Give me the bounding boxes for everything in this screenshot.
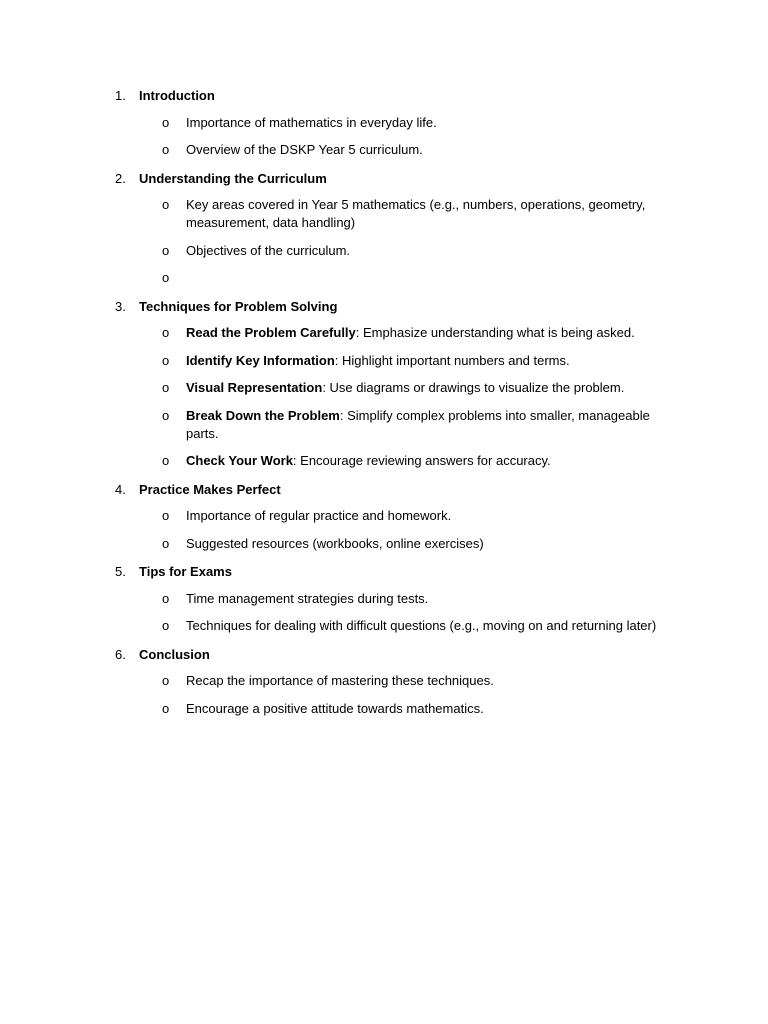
list-item	[115, 672, 675, 690]
sub-list	[115, 507, 675, 553]
item-body: Importance of regular practice and homework.	[186, 508, 452, 523]
list-item-text	[186, 353, 570, 368]
bullet-marker: o	[162, 673, 170, 688]
item-bold-lead: Read the Problem Carefully	[186, 325, 356, 340]
item-body: Techniques for dealing with difficult questions (e.g., moving on and returning later)	[186, 618, 657, 633]
section-number: 6.	[115, 646, 126, 662]
list-item-text	[186, 536, 484, 551]
outline-list	[115, 86, 675, 727]
section-title: Tips for Exams	[139, 564, 232, 579]
sub-list	[115, 324, 675, 470]
bullet-marker: o	[162, 352, 170, 368]
list-item	[115, 269, 675, 287]
list-item	[115, 141, 675, 159]
section-title: Conclusion	[139, 646, 210, 662]
outline-section-2	[115, 169, 675, 288]
sub-list	[115, 590, 675, 636]
list-item	[115, 507, 675, 525]
bullet-marker: o	[162, 114, 170, 130]
bullet-marker: o	[162, 618, 170, 633]
item-bold-lead: Check Your Work	[186, 453, 293, 468]
list-item-text	[186, 673, 494, 688]
list-item	[115, 196, 675, 232]
list-item	[115, 242, 675, 260]
section-title: Techniques for Problem Solving	[139, 298, 338, 314]
list-item	[115, 590, 675, 608]
bullet-marker: o	[162, 453, 170, 468]
item-body: : Highlight important numbers and terms.	[334, 352, 570, 368]
list-item-text	[186, 408, 650, 441]
section-heading	[115, 480, 675, 499]
list-item-text	[186, 591, 428, 606]
list-item-text	[186, 618, 656, 633]
bullet-marker: o	[162, 325, 170, 340]
outline-section-6	[115, 645, 675, 718]
item-body: Objectives of the curriculum.	[186, 242, 351, 258]
list-item-text	[186, 243, 350, 258]
list-item	[115, 114, 675, 132]
item-body: Importance of mathematics in everyday life.	[186, 114, 437, 130]
item-body: : Encourage reviewing answers for accuracy.	[292, 453, 551, 468]
sub-list	[115, 672, 675, 718]
bullet-marker: o	[162, 242, 170, 258]
sub-list	[115, 196, 675, 287]
section-title: Practice Makes Perfect	[139, 481, 281, 497]
list-item	[115, 407, 675, 443]
list-item-text	[186, 115, 437, 130]
bullet-marker: o	[162, 590, 170, 606]
item-body: Encourage a positive attitude towards mathematics.	[186, 700, 484, 716]
list-item-text	[186, 380, 624, 395]
item-body: Recap the importance of mastering these techniques.	[186, 673, 494, 688]
list-item	[115, 617, 675, 635]
bullet-marker: o	[162, 380, 170, 395]
bullet-marker: o	[162, 535, 170, 551]
list-item	[115, 324, 675, 342]
item-body: : Use diagrams or drawings to visualize the problem.	[322, 380, 625, 395]
list-item	[115, 700, 675, 718]
list-item-text	[186, 701, 484, 716]
section-title: Understanding the Curriculum	[139, 170, 327, 186]
section-number: 1.	[115, 88, 126, 103]
section-number: 5.	[115, 564, 126, 579]
outline-section-1	[115, 86, 675, 159]
list-item-text	[186, 325, 635, 340]
bullet-marker: o	[162, 270, 170, 285]
item-body: : Emphasize understanding what is being asked.	[355, 325, 635, 340]
list-item	[115, 535, 675, 553]
list-item-text	[186, 508, 451, 523]
section-heading	[115, 562, 675, 581]
bullet-marker: o	[162, 700, 170, 716]
section-heading	[115, 169, 675, 188]
item-bold-lead: Identify Key Information	[186, 352, 335, 368]
sub-list	[115, 114, 675, 160]
list-item-text	[186, 142, 423, 157]
outline-section-3	[115, 297, 675, 471]
item-body: Overview of the DSKP Year 5 curriculum.	[186, 142, 423, 157]
section-heading	[115, 297, 675, 316]
bullet-marker: o	[162, 407, 170, 423]
list-item-text	[186, 197, 645, 230]
section-number: 2.	[115, 170, 126, 186]
bullet-marker: o	[162, 142, 170, 157]
bullet-marker: o	[162, 197, 170, 212]
outline-section-4	[115, 480, 675, 553]
item-body: : Simplify complex problems into smaller, manageable parts.	[186, 407, 650, 441]
list-item	[115, 452, 675, 470]
section-heading	[115, 86, 675, 105]
section-heading	[115, 645, 675, 664]
item-body: Suggested resources (workbooks, online exercises)	[186, 535, 484, 551]
outline-section-5	[115, 562, 675, 635]
item-body: Key areas covered in Year 5 mathematics (e.g., numbers, operations, geometry, measurement, data handling)	[186, 197, 646, 230]
section-number: 3.	[115, 298, 126, 314]
section-number: 4.	[115, 481, 126, 497]
list-item-text	[186, 453, 551, 468]
item-body: Time management strategies during tests.	[186, 590, 429, 606]
section-title: Introduction	[139, 88, 215, 103]
item-bold-lead: Break Down the Problem	[186, 407, 340, 423]
item-bold-lead: Visual Representation	[186, 380, 323, 395]
list-item	[115, 352, 675, 370]
bullet-marker: o	[162, 508, 170, 523]
list-item	[115, 379, 675, 397]
